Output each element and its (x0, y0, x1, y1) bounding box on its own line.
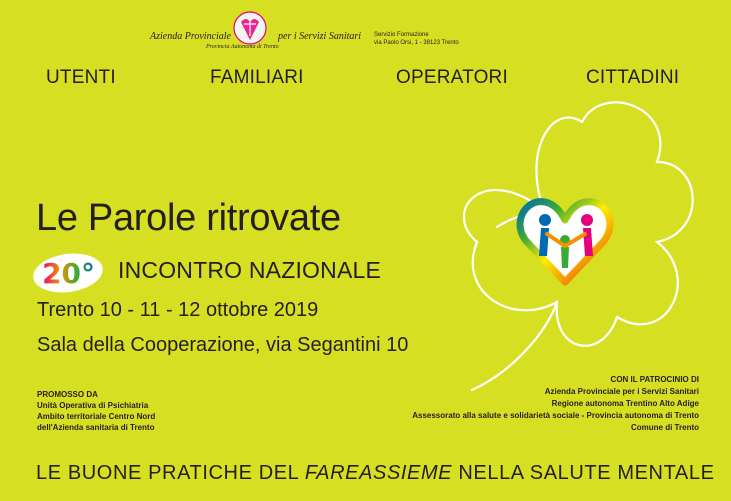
promoter-line: Ambito territoriale Centro Nord (37, 412, 156, 421)
org-name-left: Azienda Provinciale (150, 31, 231, 42)
edition-number: 20° (41, 256, 95, 290)
promoter-line: Unità Operativa di Psichiatria (37, 401, 149, 410)
office-info (374, 31, 459, 47)
audience-familiari: FAMILIARI (210, 67, 304, 88)
patronage-line: Regione autonoma Trentino Alto Adige (551, 399, 699, 408)
org-subtitle: Provincia Autonoma di Trento (206, 44, 279, 50)
patronage-block (412, 374, 699, 434)
promoter-line: dell'Azienda sanitaria di Trento (37, 423, 155, 432)
patronage-line: Assessorato alla salute e solidarietà sociale - Provincia autonoma di Trento (412, 411, 699, 420)
patronage-line: Azienda Provinciale per i Servizi Sanitari (544, 387, 699, 396)
org-name (150, 31, 362, 42)
org-name-right: per i Servizi Sanitari (278, 31, 362, 42)
promoter-block (37, 389, 155, 433)
event-dates: Trento 10 - 11 - 12 ottobre 2019 (37, 299, 319, 321)
office-line-1: Servizio Formazione (374, 32, 429, 38)
tagline-before: LE BUONE PRATICHE DEL (36, 462, 305, 484)
audience-utenti: UTENTI (46, 67, 116, 88)
edition-label: INCONTRO NAZIONALE (118, 257, 382, 283)
office-line-2: via Paolo Orsi, 1 - 38123 Trento (374, 40, 459, 46)
rainbow-heart-people-icon (515, 190, 615, 290)
event-venue: Sala della Cooperazione, via Segantini 10 (37, 334, 409, 356)
audience-cittadini: CITTADINI (586, 67, 680, 88)
event-title: Le Parole ritrovate (36, 197, 341, 239)
edition-badge (31, 249, 106, 296)
audience-operatori: OPERATORI (396, 67, 508, 88)
tagline-after: NELLA SALUTE MENTALE (452, 462, 715, 484)
tagline-emphasis: FAREASSIEME (304, 462, 453, 484)
promoter-heading: PROMOSSO DA (37, 390, 98, 399)
aps-logo-icon (232, 10, 268, 46)
patronage-heading: CON IL PATROCINIO DI (610, 375, 699, 384)
tagline (36, 462, 715, 485)
patronage-line: Comune di Trento (631, 423, 699, 432)
